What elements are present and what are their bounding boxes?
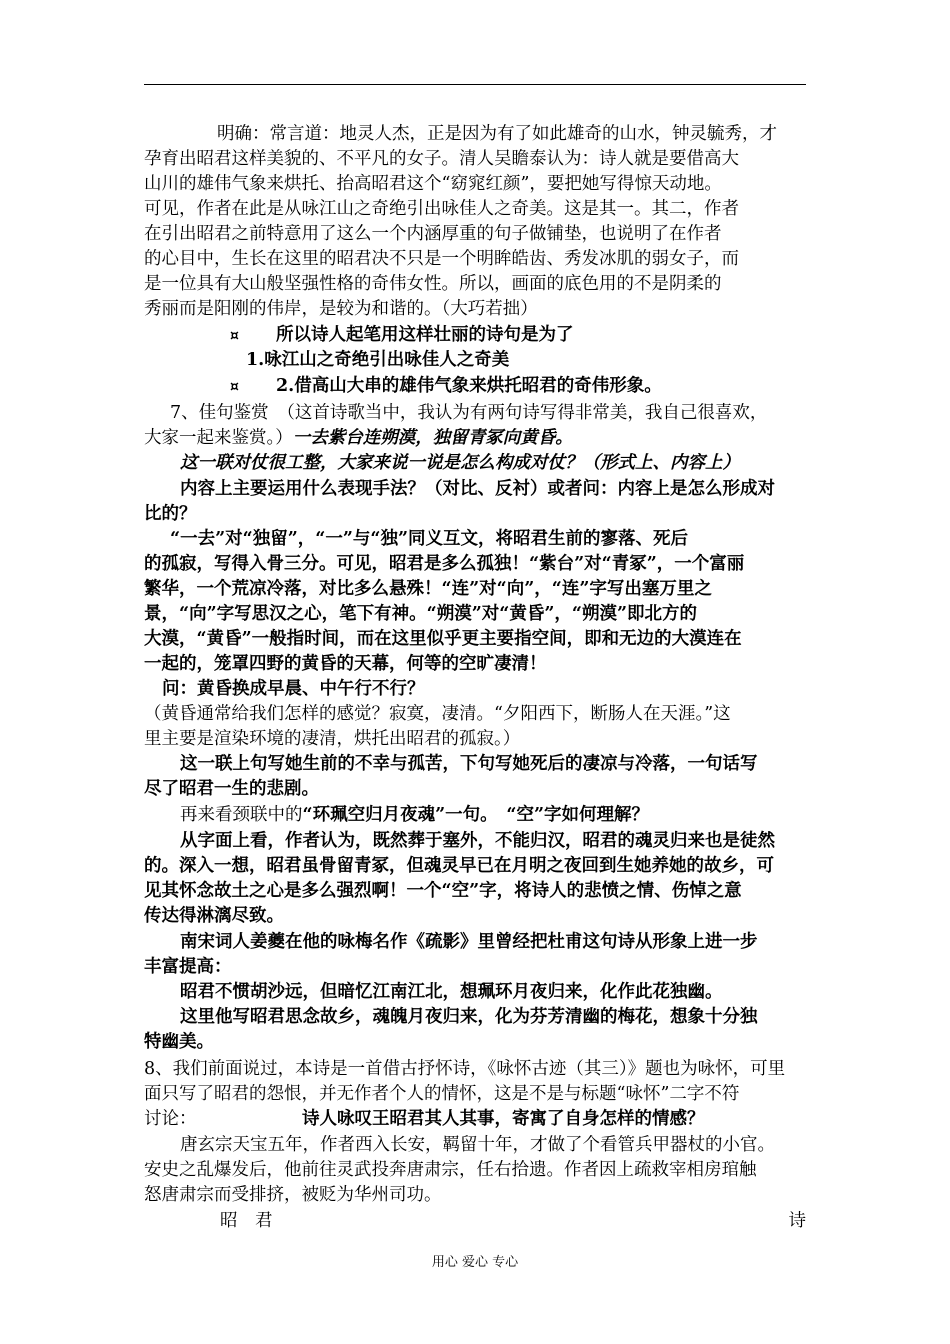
text-line: 的心目中，生长在这里的昭君决不只是一个明眸皓齿、秀发冰肌的弱女子，而 bbox=[144, 249, 739, 269]
bullet-text: 所以诗人起笔用这样壮丽的诗句是为了 bbox=[276, 325, 574, 345]
section-heading: 8、我们前面说过，本诗是一首借古抒怀诗，《咏怀古迹（其三）》题也为咏怀，可里 bbox=[144, 1059, 786, 1079]
text-line: 传达得淋漓尽致。 bbox=[144, 906, 284, 926]
question-line: 比的？ bbox=[144, 504, 197, 524]
text-line: 可见，作者在此是从咏江山之奇绝引出咏佳人之奇美。这是其一。其二，作者 bbox=[144, 199, 739, 219]
text-span: 再来看颈联中的 bbox=[180, 805, 303, 825]
text-line: 景，“向”字写思汉之心，笔下有神。“朔漠”对“黄昏”，“朔漠”即北方的 bbox=[144, 604, 698, 624]
text-line: 唐玄宗天宝五年，作者西入长安，羁留十年，才做了个看管兵甲器杖的小官。 bbox=[180, 1135, 775, 1155]
page-footer: 用心 爱心 专心 bbox=[431, 1255, 519, 1270]
text-line: 面只写了昭君的怨恨，并无作者个人的情怀，这是不是与标题“咏怀”二字不符 bbox=[144, 1084, 740, 1104]
text-line: 的孤寂，写得入骨三分。可见，昭君是多么孤独！“紫台”对“青冢”，一个富丽 bbox=[144, 554, 745, 574]
text-line: 是一位具有大山般坚强性格的奇伟女性。所以，画面的底色用的不是阴柔的 bbox=[144, 274, 722, 294]
text-line: 尽了昭君一生的悲剧。 bbox=[144, 779, 319, 799]
question-line: 这一联对仗很工整，大家来说一说是怎么构成对仗？（形式上、内容上） bbox=[180, 453, 740, 473]
text-line: 的。深入一想，昭君虽骨留青冢，但魂灵早已在月明之夜回到生她养她的故乡，可 bbox=[144, 856, 774, 876]
bullet-text: 2.借高山大串的雄伟气象来烘托昭君的奇伟形象。 bbox=[276, 376, 662, 396]
text-line: 安史之乱爆发后，他前往灵武投奔唐肃宗，任右拾遗。作者因上疏救宰相房琯触 bbox=[144, 1160, 757, 1180]
text-span: 昭 君 bbox=[220, 1211, 273, 1231]
text-span: “环珮空归月夜魂”一句。 “空”字如何理解？ bbox=[302, 805, 650, 825]
text-line bbox=[144, 1209, 806, 1234]
text-line: 繁华，一个荒凉冷落，对比多么悬殊！“连”对“向”，“连”字写出塞万里之 bbox=[144, 579, 712, 599]
discussion-question: 诗人咏叹王昭君其人其事，寄寓了自身怎样的情感？ bbox=[302, 1109, 705, 1129]
text-line: 从字面上看，作者认为，既然葬于塞外，不能归汉，昭君的魂灵归来也是徒然 bbox=[180, 831, 775, 851]
header-rule bbox=[144, 84, 806, 85]
text-line: 这里他写昭君思念故乡，魂魄月夜归来，化为芬芳清幽的梅花，想象十分独 bbox=[180, 1007, 758, 1027]
question-line: 问：黄昏换成早晨、中午行不行？ bbox=[162, 679, 425, 699]
text-line: 丰富提高： bbox=[144, 957, 232, 977]
section-heading: 7、佳句鉴赏 （这首诗歌当中，我认为有两句诗写得非常美，我自己很喜欢， bbox=[170, 403, 768, 423]
quote-line: 昭君不惯胡沙远，但暗忆江南江北，想珮环月夜归来，化作此花独幽。 bbox=[180, 982, 723, 1002]
text-line: 怒唐肃宗而受排挤，被贬为华州司功。 bbox=[144, 1185, 442, 1205]
text-line: （黄昏通常给我们怎样的感觉？寂寞，凄清。“夕阳西下，断肠人在天涯。”这 bbox=[144, 704, 731, 724]
text-line bbox=[144, 426, 806, 451]
text-line: 明确：常言道：地灵人杰，正是因为有了如此雄奇的山水，钟灵毓秀，才 bbox=[217, 124, 777, 144]
discussion-line bbox=[144, 1107, 806, 1132]
text-line: 山川的雄伟气象来烘托、抬高昭君这个“窈窕红颜”，要把她写得惊天动地。 bbox=[144, 174, 722, 194]
text-span: 诗 bbox=[788, 1211, 806, 1231]
question-line: 内容上主要运用什么表现手法？（对比、反衬）或者问：内容上是怎么形成对 bbox=[180, 479, 775, 499]
discussion-label: 讨论： bbox=[144, 1109, 197, 1129]
text-line: 在引出昭君之前特意用了这么一个内涵厚重的句子做铺垫，也说明了在作者 bbox=[144, 224, 722, 244]
text-line: 一起的，笼罩四野的黄昏的天幕，何等的空旷凄清！ bbox=[144, 654, 547, 674]
text-line: 秀丽而是阳刚的伟岸，是较为和谐的。（大巧若拙） bbox=[144, 299, 538, 319]
text-line: 见其怀念故土之心是多么强烈啊！一个“空”字，将诗人的悲愤之情、伤悼之意 bbox=[144, 881, 742, 901]
text-line: 特幽美。 bbox=[144, 1032, 214, 1052]
text-line: “一去”对“独留”，“一”与“独”同义互文，将昭君生前的寥落、死后 bbox=[170, 529, 689, 549]
text-line: 南宋词人姜夔在他的咏梅名作《疏影》里曾经把杜甫这句诗从形象上进一步 bbox=[180, 932, 758, 952]
poem-line: 一去紫台连朔漠，独留青冢向黄昏。 bbox=[292, 428, 573, 448]
bullet-line bbox=[230, 374, 806, 399]
bullet-line bbox=[230, 323, 806, 348]
text-span: 大家一起来鉴赏。） bbox=[144, 428, 293, 448]
text-line: 里主要是渲染环境的凄清，烘托出昭君的孤寂。） bbox=[144, 729, 521, 749]
text-line bbox=[180, 803, 806, 828]
text-line: 孕育出昭君这样美貌的、不平凡的女子。清人吴瞻泰认为：诗人就是要借高大 bbox=[144, 149, 739, 169]
bullet-marker-icon: ¤ bbox=[230, 328, 239, 344]
bullet-marker-icon: ¤ bbox=[230, 379, 239, 395]
bullet-line: 1.咏江山之奇绝引出咏佳人之奇美 bbox=[246, 350, 510, 370]
text-line: 这一联上句写她生前的不幸与孤苦，下句写她死后的凄凉与冷落，一句话写 bbox=[180, 754, 758, 774]
text-line: 大漠，“黄昏”一般指时间，而在这里似乎更主要指空间，即和无边的大漠连在 bbox=[144, 629, 742, 649]
